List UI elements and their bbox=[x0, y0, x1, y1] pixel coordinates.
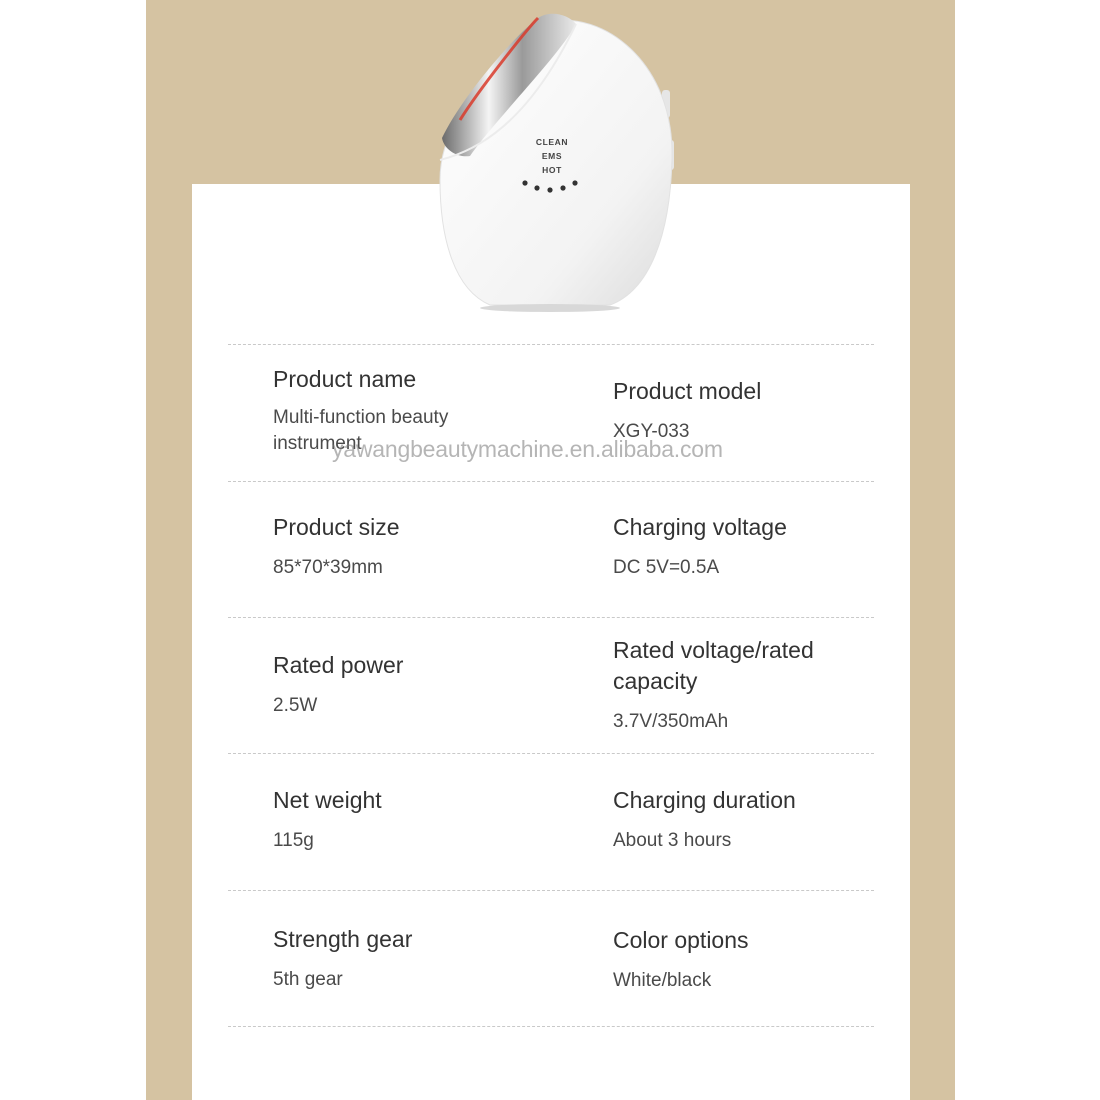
device-label-ems: EMS bbox=[541, 151, 563, 161]
spec-value: White/black bbox=[613, 970, 712, 991]
spec-net-weight bbox=[273, 785, 543, 854]
spec-value: DC 5V=0.5A bbox=[613, 557, 720, 578]
row-divider bbox=[228, 1026, 874, 1027]
spec-label: Product model bbox=[613, 378, 762, 404]
spec-label: Charging duration bbox=[613, 787, 796, 813]
device-label-hot: HOT bbox=[542, 165, 562, 175]
spec-label: Product size bbox=[273, 514, 400, 540]
row-divider bbox=[228, 617, 874, 618]
spec-label: Rated voltage/rated capacity bbox=[613, 637, 814, 694]
spec-value: 3.7V/350mAh bbox=[613, 711, 729, 732]
spec-charging-duration bbox=[613, 785, 883, 854]
spec-product-size bbox=[273, 512, 543, 581]
spec-color-options bbox=[613, 925, 883, 994]
spec-rated-voltage-capacity bbox=[613, 635, 873, 735]
product-image bbox=[400, 0, 700, 320]
spec-label: Strength gear bbox=[273, 926, 413, 952]
spec-value: 115g bbox=[273, 830, 314, 851]
row-divider bbox=[228, 344, 874, 345]
spec-strength-gear bbox=[273, 924, 543, 993]
spec-label: Color options bbox=[613, 927, 749, 953]
spec-label: Net weight bbox=[273, 787, 382, 813]
spec-value: 2.5W bbox=[273, 695, 318, 716]
spec-label: Rated power bbox=[273, 652, 404, 678]
device-label-clean: CLEAN bbox=[535, 137, 569, 147]
row-divider bbox=[228, 890, 874, 891]
spec-label: Charging voltage bbox=[613, 514, 787, 540]
spec-value: XGY-033 bbox=[613, 421, 690, 442]
spec-product-model bbox=[613, 376, 883, 445]
spec-value: 5th gear bbox=[273, 969, 343, 990]
spec-value: Multi-function beauty instrument bbox=[273, 407, 449, 454]
spec-value: About 3 hours bbox=[613, 830, 732, 851]
spec-rated-power bbox=[273, 650, 543, 719]
spec-charging-voltage bbox=[613, 512, 883, 581]
row-divider bbox=[228, 481, 874, 482]
spec-label: Product name bbox=[273, 366, 417, 392]
row-divider bbox=[228, 753, 874, 754]
watermark-text: yawangbeautymachine.en.alibaba.com bbox=[332, 436, 723, 462]
spec-value: 85*70*39mm bbox=[273, 557, 383, 578]
